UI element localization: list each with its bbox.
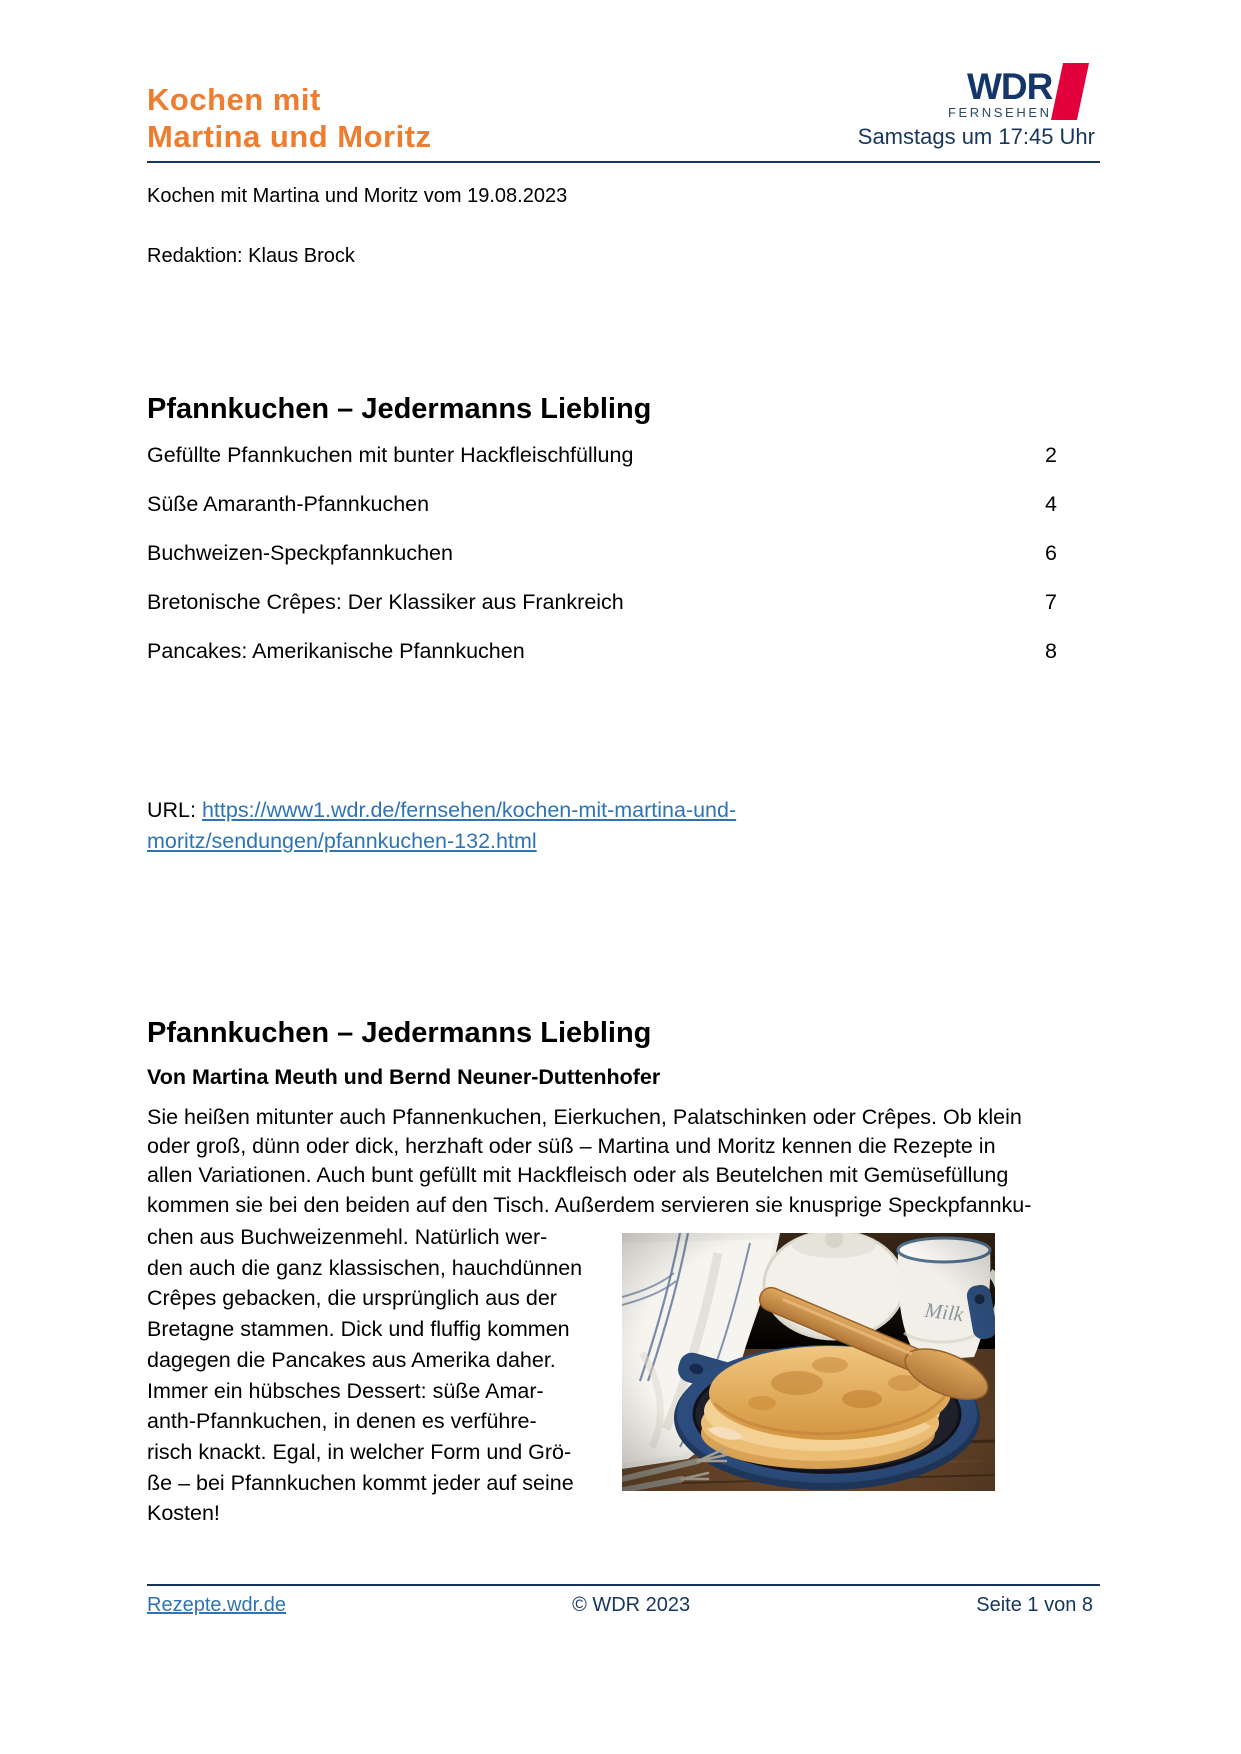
toc-item-page: 6 <box>1045 540 1057 565</box>
toc-item-label: Bretonische Crêpes: Der Klassiker aus Frankreich <box>147 589 624 614</box>
intro-line: allen Variationen. Auch bunt gefüllt mit Hackfleisch oder als Beutelchen mit Gemüsefüllung <box>147 1163 1009 1188</box>
header-divider <box>147 161 1100 163</box>
recipe-url-link-line1[interactable]: https://www1.wdr.de/fernsehen/kochen-mit-martina-und- <box>201 798 737 822</box>
intro-line: risch knackt. Egal, in welcher Form und Grö- <box>147 1439 572 1464</box>
broadcast-schedule: Samstags um 17:45 Uhr <box>857 124 1095 149</box>
url-prefix: URL: <box>147 798 202 822</box>
toc-item-label: Buchweizen-Speckpfannkuchen <box>147 540 453 565</box>
article-intro-wrapped-column <box>147 1222 617 1529</box>
toc-row <box>147 587 1057 617</box>
recipe-url-link-line2[interactable]: moritz/sendungen/pfannkuchen-132.html <box>147 829 537 853</box>
episode-line: Kochen mit Martina und Moritz vom 19.08.2023 <box>147 185 568 207</box>
show-logo-title <box>147 81 432 155</box>
article-intro-fullwidth <box>147 1103 1031 1220</box>
intro-line: kommen sie bei den beiden auf den Tisch. Außerdem servieren sie knusprige Speckpfannku- <box>147 1192 1032 1217</box>
wdr-logo-wordmark: WDR <box>967 66 1053 107</box>
intro-line: Bretagne stammen. Dick und fluffig kommen <box>147 1317 570 1342</box>
intro-line: oder groß, dünn oder dick, herzhaft oder süß – Martina und Moritz kennen die Rezepte in <box>147 1134 996 1159</box>
editor-line: Redaktion: Klaus Brock <box>147 245 355 267</box>
intro-line: den auch die ganz klassischen, hauchdünnen <box>147 1255 583 1280</box>
wdr-logo-fernsehen-label: FERNSEHEN <box>948 105 1052 120</box>
intro-line: Sie heißen mitunter auch Pfannenkuchen, Eierkuchen, Palatschinken oder Crêpes. Ob klein <box>147 1105 1022 1129</box>
toc-row <box>147 636 1057 666</box>
footer <box>147 1592 1093 1618</box>
toc-row <box>147 489 1057 519</box>
show-logo-title-line1: Kochen mit <box>147 82 321 117</box>
footer-divider <box>147 1584 1100 1586</box>
url-block <box>147 795 736 857</box>
intro-line: Kosten! <box>147 1501 220 1526</box>
toc-item-page: 4 <box>1045 491 1057 516</box>
article-byline: Von Martina Meuth und Bernd Neuner-Duttenhofer <box>147 1065 661 1089</box>
toc-item-label: Süße Amaranth-Pfannkuchen <box>147 491 430 516</box>
intro-line: ße – bei Pfannkuchen kommt jeder auf seine <box>147 1470 574 1495</box>
toc-item-page: 7 <box>1045 589 1057 614</box>
pancakes-photo <box>622 1233 995 1491</box>
toc-row <box>147 440 1057 470</box>
footer-copyright: © WDR 2023 <box>572 1594 691 1616</box>
toc-row <box>147 538 1057 568</box>
intro-line: Crêpes gebacken, die ursprünglich aus der <box>147 1286 557 1311</box>
intro-line: Immer ein hübsches Dessert: süße Amar- <box>147 1378 544 1403</box>
intro-line: chen aus Buchweizenmehl. Natürlich wer- <box>147 1225 548 1249</box>
intro-line: dagegen die Pancakes aus Amerika daher. <box>147 1347 556 1372</box>
article-title: Pfannkuchen – Jedermanns Liebling <box>147 1017 652 1049</box>
toc-title: Pfannkuchen – Jedermanns Liebling <box>147 393 652 425</box>
footer-site-link[interactable]: Rezepte.wdr.de <box>147 1594 286 1616</box>
wdr-logo-red-flag-icon <box>1051 63 1089 120</box>
toc-item-page: 8 <box>1045 638 1057 663</box>
toc-item-page: 2 <box>1045 442 1057 467</box>
footer-page-info: Seite 1 von 8 <box>976 1594 1093 1616</box>
toc-item-label: Pancakes: Amerikanische Pfannkuchen <box>147 638 525 663</box>
photo-vignette <box>622 1233 995 1491</box>
toc-list <box>147 440 1057 685</box>
show-logo-title-line2: Martina und Moritz <box>147 119 432 154</box>
intro-line: anth-Pfannkuchen, in denen es verführe- <box>147 1409 537 1434</box>
toc-item-label: Gefüllte Pfannkuchen mit bunter Hackfleischfüllung <box>147 442 634 467</box>
